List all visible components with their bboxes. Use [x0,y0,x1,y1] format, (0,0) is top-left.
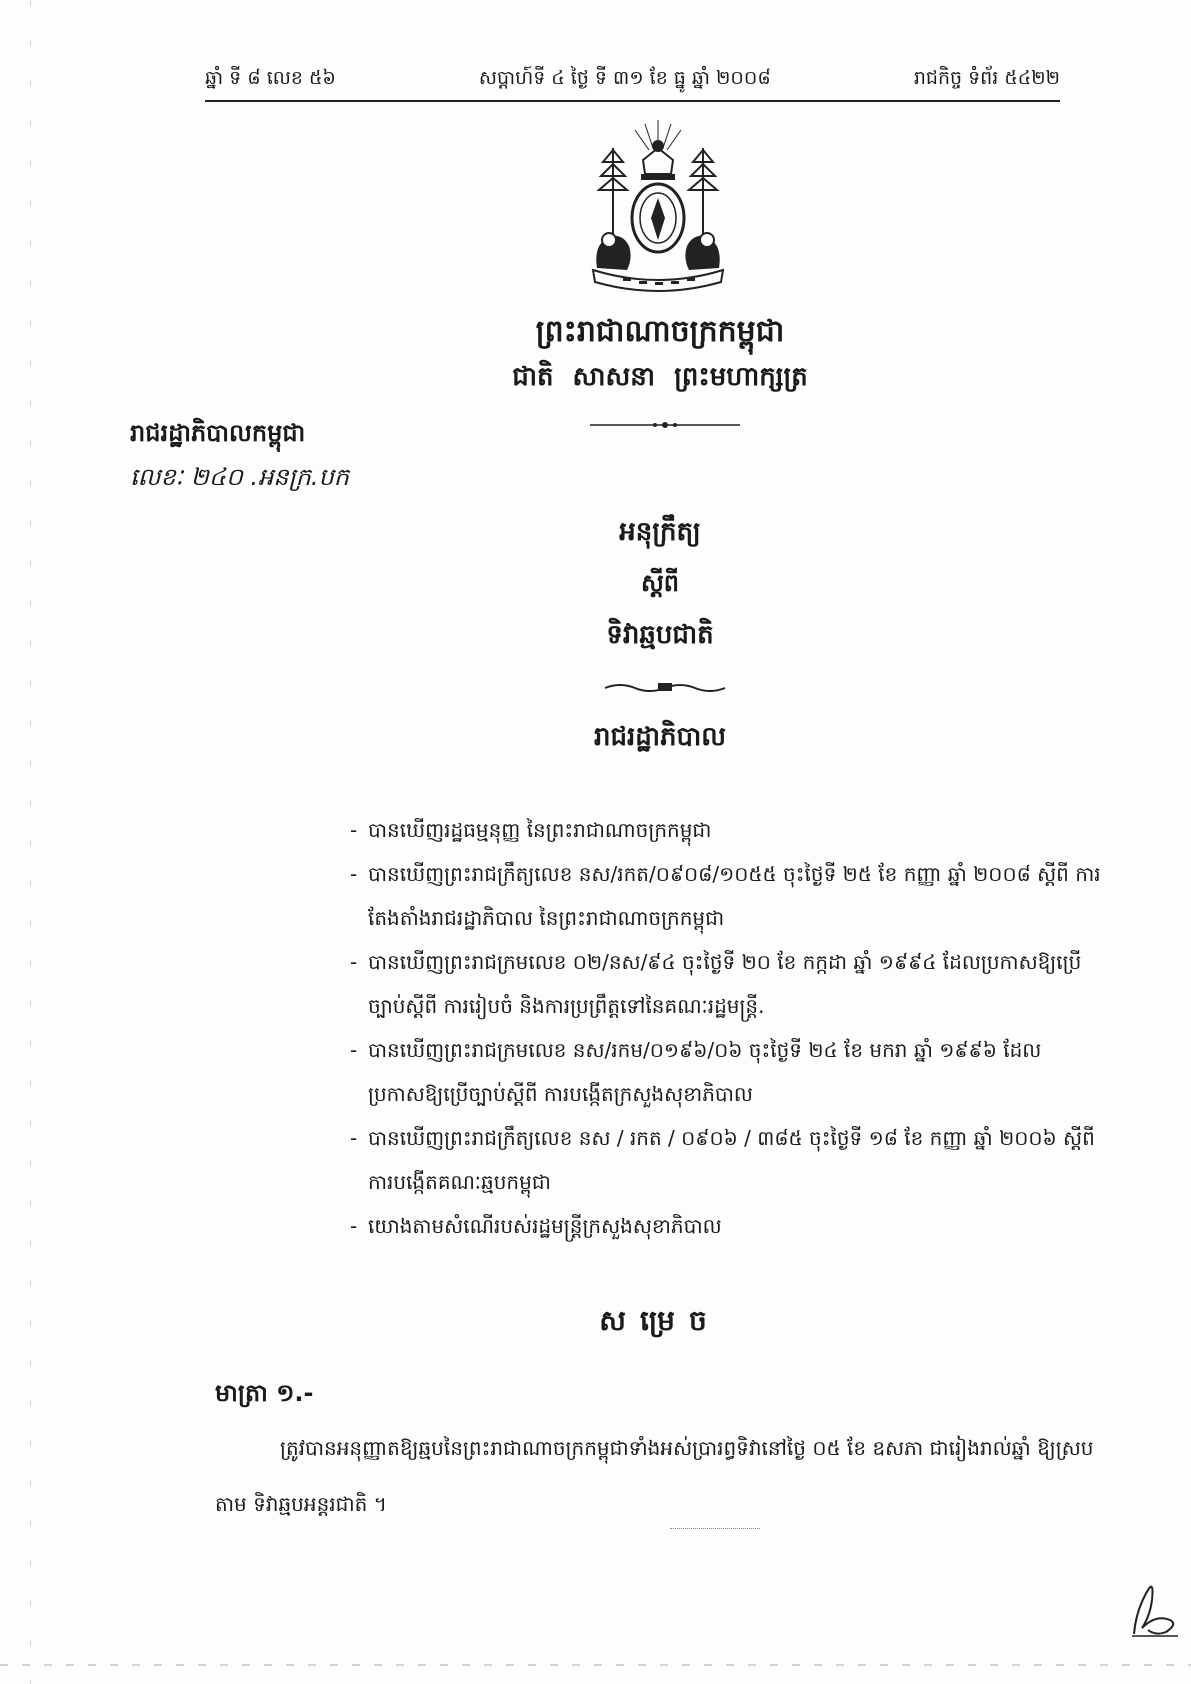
national-motto: ជាតិ សាសនា ព្រះមហាក្សត្រ [512,362,808,392]
consideration-item: - យោងតាមសំណើរបស់រដ្ឋមន្ត្រីក្រសួងសុខាភិបាល [350,1204,1110,1248]
gazette-year-issue: ឆ្នាំ ទី ៨ លេខ ៥៦ [205,67,336,89]
issuing-authority: រាជរដ្ឋាភិបាល [593,722,727,752]
considerations-list [350,808,1110,1248]
article-1-heading: មាត្រា ១.- [215,1379,314,1407]
gazette-header [205,62,1060,102]
document-subject: ទិវាឆ្មបជាតិ [606,620,714,650]
dotted-separator [670,1528,760,1529]
consideration-item: - បានឃើញព្រះរាជក្រឹត្យលេខ នស / រកត / ០៩០៦ / ៣៨៥ ចុះថ្ងៃទី ១៨ ខែ កញ្ញា ឆ្នាំ ២០០៦ ស្តីពី ការបង្កើតគណៈឆ្មបកម្ពុជា [350,1116,1110,1204]
scan-edge-artifact [30,0,31,1684]
reference-number: លេខៈ ២៤០ .អនក្រ.បក [130,463,350,491]
handwritten-initial-icon [1126,1570,1186,1640]
decision-heading: សម្រេច [599,1304,721,1337]
consideration-item: - បានឃើញព្រះរាជក្រឹត្យលេខ នស/រកត/០៩០៨/១០៥៥ ចុះថ្ងៃទី ២៥ ខែ កញ្ញា ឆ្នាំ ២០០៨ ស្តីពី ការតែងតាំងរាជរដ្ឋាភិបាល នៃព្រះរាជាណាចក្រកម្ពុជា [350,852,1110,940]
document-type: អនុក្រឹត្យ [619,517,701,547]
kingdom-title: ព្រះរាជាណាចក្រកម្ពុជា [535,314,785,349]
divider-flourish-icon [600,682,730,692]
consideration-item: - បានឃើញរដ្ឋធម្មនុញ្ញ នៃព្រះរាជាណាចក្រកម្ពុជា [350,808,1110,852]
consideration-item: - បានឃើញព្រះរាជក្រមលេខ ០២/នស/៩៤ ចុះថ្ងៃទី ២០ ខែ កក្កដា ឆ្នាំ ១៩៩៤ ដែលប្រកាសឱ្យប្រើច្បាប់ស្តីពី ការរៀបចំ និងការប្រព្រឹត្តទៅនៃគណៈរដ្ឋមន្ត្រី. [350,940,1110,1028]
consideration-item: - បានឃើញព្រះរាជក្រមលេខ នស/រកម/០១៩៦/០៦ ចុះថ្ងៃទី ២៤ ខែ មករា ឆ្នាំ ១៩៩៦ ដែលប្រកាសឱ្យប្រើច្បាប់ស្តីពី ការបង្កើតក្រសួងសុខាភិបាល [350,1028,1110,1116]
scan-bottom-artifact [0,1664,1191,1666]
divider-ornament-icon [590,420,740,430]
issuing-government: រាជរដ្ឋាភិបាលកម្ពុជា [130,419,306,447]
royal-coat-of-arms-icon [583,118,733,298]
document-about: ស្តីពី [640,569,680,597]
article-1-body: ត្រូវបានអនុញ្ញាតឱ្យឆ្មបនៃព្រះរាជាណាចក្រកម្ពុជាទាំងអស់ប្រារព្ធទិវានៅថ្ងៃ ០៥ ខែ ឧសភា ជារៀងរាល់ឆ្នាំ ឱ្យស្របតាម ទិវាឆ្មបអន្តរជាតិ ។ [215,1436,1094,1516]
gazette-date: សប្តាហ៍ទី ៤ ថ្ងៃ ទី ៣១ ខែ ធ្នូ ឆ្នាំ ២០០៨ [478,67,771,89]
gazette-page-number: រាជកិច្ច ទំព័រ ៥៤២២ [913,67,1060,89]
